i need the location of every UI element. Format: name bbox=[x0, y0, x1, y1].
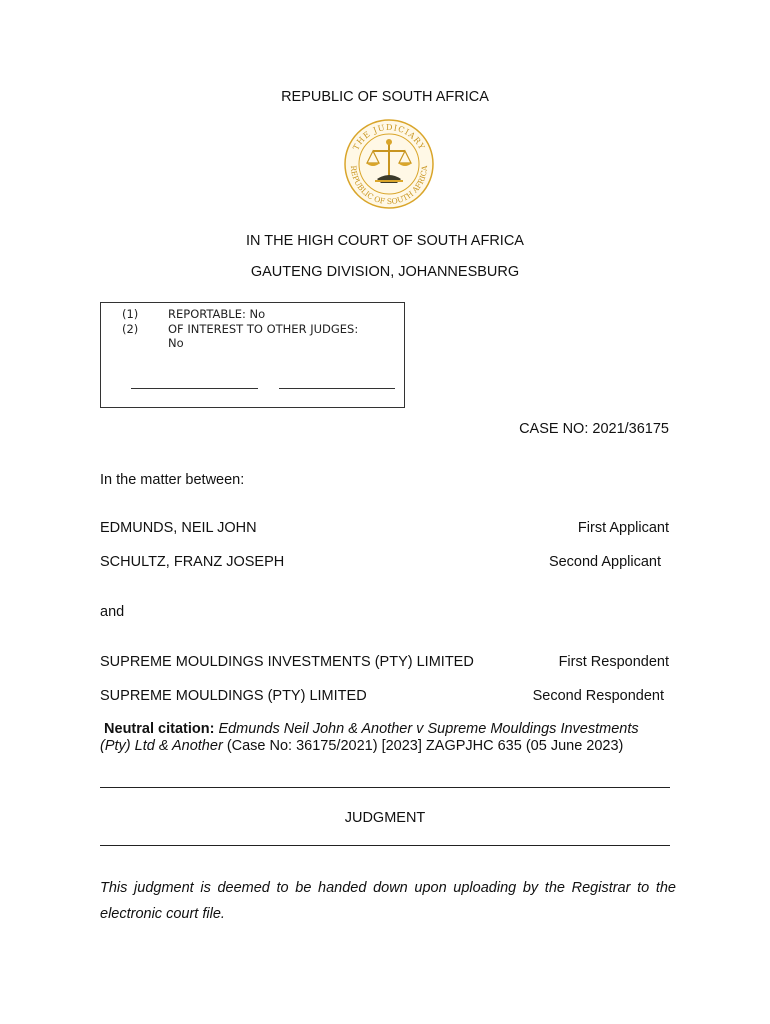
second-applicant-role: Second Applicant bbox=[548, 554, 661, 570]
judgment-heading: JUDGMENT bbox=[344, 810, 426, 826]
divider-top bbox=[100, 787, 670, 788]
country-heading: REPUBLIC OF SOUTH AFRICA bbox=[281, 89, 489, 105]
judge-signature-line bbox=[279, 388, 395, 389]
svg-text:REPUBLIC OF SOUTH AFRICA: REPUBLIC OF SOUTH AFRICA bbox=[348, 165, 430, 207]
second-respondent-role: Second Respondent bbox=[532, 688, 664, 704]
reportable-box bbox=[100, 302, 405, 408]
first-applicant-name: EDMUNDS, NEIL JOHN bbox=[100, 520, 257, 536]
second-applicant-name: SCHULTZ, FRANZ JOSEPH bbox=[100, 554, 285, 570]
court-heading: IN THE HIGH COURT OF SOUTH AFRICA bbox=[246, 233, 524, 249]
and-conjunction: and bbox=[100, 604, 125, 620]
item-number: (2) bbox=[122, 322, 139, 336]
judiciary-seal-icon bbox=[339, 119, 439, 209]
citation-reference: (Case No: 36175/2021) [2023] ZAGPJHC 635 (05 June 2023) bbox=[226, 738, 624, 754]
citation-label: Neutral citation: bbox=[104, 721, 215, 737]
item-number: (1) bbox=[122, 307, 139, 321]
case-number: CASE NO: 2021/36175 bbox=[519, 421, 669, 437]
second-respondent-name: SUPREME MOULDINGS (PTY) LIMITED bbox=[100, 688, 367, 704]
divider-bottom bbox=[100, 845, 670, 846]
interest-status: OF INTEREST TO OTHER JUDGES: bbox=[168, 322, 359, 336]
first-applicant-role: First Applicant bbox=[577, 520, 669, 536]
hand-down-notice: This judgment is deemed to be handed down upon uploading by the Registrar to the electronic court file. bbox=[100, 880, 676, 922]
matter-intro: In the matter between: bbox=[100, 472, 245, 488]
neutral-citation bbox=[100, 721, 672, 755]
citation-case-name: Edmunds Neil John & Another v Supreme Mouldings Investments (Pty) Ltd & Another bbox=[100, 721, 639, 754]
svg-text:THE JUDICIARY: THE JUDICIARY bbox=[351, 122, 427, 152]
reportable-status: REPORTABLE: No bbox=[168, 307, 266, 321]
interest-status-value: No bbox=[168, 336, 184, 350]
division-heading: GAUTENG DIVISION, JOHANNESBURG bbox=[250, 264, 520, 280]
date-signature-line bbox=[131, 388, 258, 389]
first-respondent-name: SUPREME MOULDINGS INVESTMENTS (PTY) LIMITED bbox=[100, 654, 474, 670]
first-respondent-role: First Respondent bbox=[558, 654, 669, 670]
